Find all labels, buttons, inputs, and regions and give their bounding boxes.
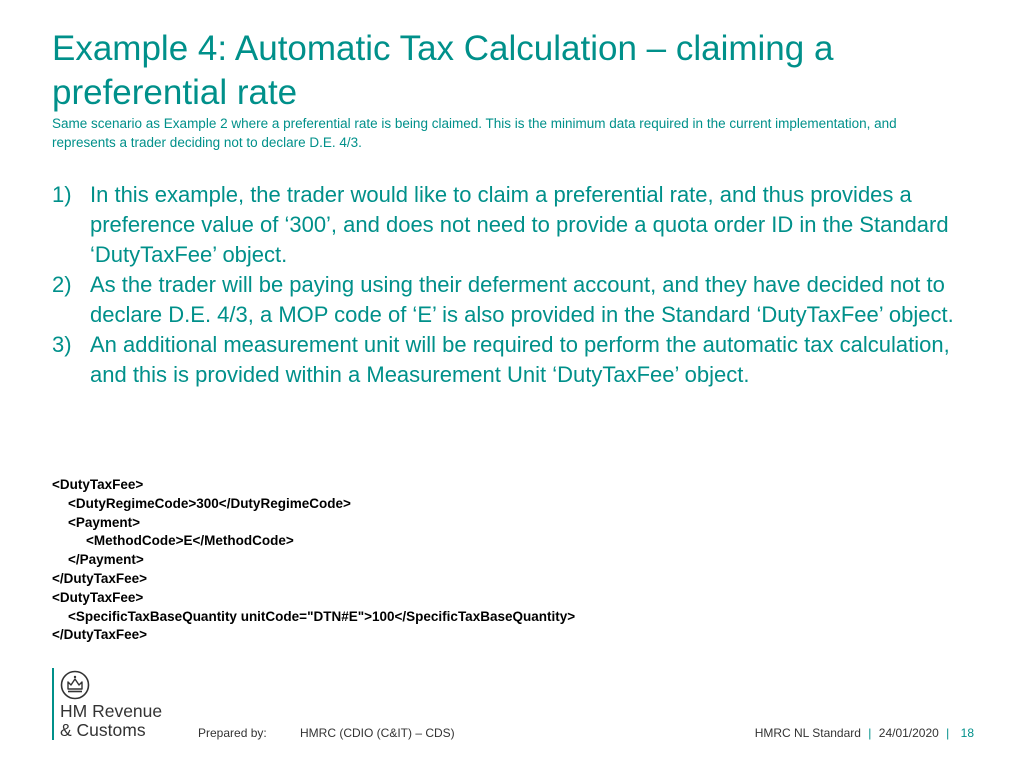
crown-crest-icon [60,670,90,700]
code-line: <MethodCode>E</MethodCode> [86,533,294,549]
logo-accent-bar [52,668,54,740]
subtitle: Same scenario as Example 2 where a preferential rate is being claimed. This is the minimum data required in the current implementation, and represents a trader deciding not to declare D.E. 4/3. [52,116,897,150]
numbered-list [52,180,982,390]
logo-line-2: & Customs [60,720,146,740]
code-line: <Payment> [68,514,141,530]
footer-separator: | [868,726,872,740]
logo-line-1: HM Revenue [60,701,163,721]
code-line: <DutyTaxFee> [52,477,144,492]
code-line: <DutyRegimeCode>300</DutyRegimeCode> [68,495,351,511]
logo-text [60,702,162,740]
code-line: </Payment> [68,552,144,568]
footer-prepared-value: HMRC (CDIO (C&IT) – CDS) [300,726,455,740]
list-item-text: In this example, the trader would like to claim a preferential rate, and thus provides a preference value of ‘300’, and does not need to provide a quota order ID in the Standard ‘DutyTaxFee’ object. [90,182,949,267]
footer-prepared-label: Prepared by: [198,726,267,740]
list-item [52,180,982,270]
footer-separator: | [946,726,950,740]
list-item-number: 1) [52,182,72,207]
list-item-number: 3) [52,332,72,357]
page-title: Example 4: Automatic Tax Calculation – claiming a preferential rate [52,29,834,112]
code-line: </DutyTaxFee> [52,627,148,643]
list-item-number: 2) [52,272,72,297]
footer-date: 24/01/2020 [878,726,939,740]
list-item-text: As the trader will be paying using their deferment account, and they have decided not to declare D.E. 4/3, a MOP code of ‘E’ is also provided in the Standard ‘DutyTaxFee’ object. [90,272,954,327]
list-item-text: An additional measurement unit will be required to perform the automatic tax calculation, and this is provided within a Measurement Unit ‘DutyTaxFee’ object. [90,332,950,387]
list-item [52,270,982,330]
code-line: <SpecificTaxBaseQuantity unitCode="DTN#E">100</SpecificTaxBaseQuantity> [68,608,576,624]
code-line: </DutyTaxFee> [52,570,148,586]
page-number: 18 [960,726,974,740]
code-line: <DutyTaxFee> [52,589,144,605]
xml-code-block [52,476,952,645]
hmrc-logo [52,668,192,742]
list-item [52,330,982,390]
footer-right [755,726,974,740]
footer-standard: HMRC NL Standard [754,726,861,740]
